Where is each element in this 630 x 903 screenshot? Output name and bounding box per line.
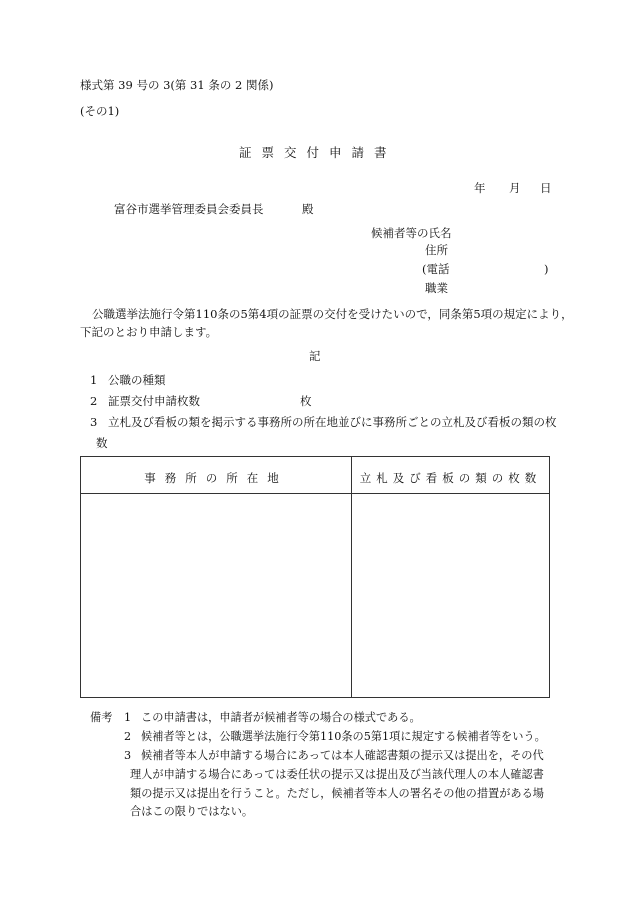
table-column-divider (351, 457, 352, 697)
item-text: 公職の種類 (108, 373, 166, 387)
remark-line: 理人が申請する場合にあっては委任状の提示又は提出及び当該代理人の本人確認書 (130, 768, 544, 781)
item-number: 2 (90, 394, 98, 408)
body-text-line-1: 公職選挙法施行令第110条の5第4項の証票の交付を受けたいので，同条第5項の規定により， (92, 307, 573, 321)
applicant-occupation-label: 職業 (425, 281, 448, 295)
item-text: 証票交付申請枚数 (108, 394, 200, 408)
addressee-name: 富谷市選挙管理委員会委員長 (114, 202, 264, 216)
table-header-office-location: 事務所の所在地 (144, 471, 288, 485)
date-month-label: 月 (509, 181, 521, 195)
item-number: 3 (90, 415, 98, 429)
office-table (80, 456, 550, 698)
item-number: 1 (90, 373, 98, 387)
applicant-address-label: 住所 (425, 243, 448, 257)
remark-number: 2 (124, 730, 132, 743)
form-part: (その1) (80, 104, 120, 118)
applicant-phone-close: ) (544, 262, 549, 276)
remark-number: 3 (124, 749, 132, 762)
remark-number: 1 (124, 711, 132, 724)
table-header-sign-count: 立札及び看板の類の枚数 (359, 471, 542, 485)
document-title: 証票交付申請書 (239, 145, 397, 160)
remarks-label: 備考 (90, 711, 113, 724)
table-header-row (81, 457, 549, 494)
item-unit: 枚 (300, 394, 312, 408)
date-year-label: 年 (474, 181, 486, 195)
remark-line: 候補者等本人が申請する場合にあっては本人確認書類の提示又は提出を，その代 (141, 749, 544, 762)
addressee-honorific: 殿 (302, 202, 314, 216)
item-text: 立札及び看板の類を掲示する事務所の所在地並びに事務所ごとの立札及び看板の類の枚 (108, 415, 557, 429)
date-day-label: 日 (540, 181, 552, 195)
applicant-name-label: 候補者等の氏名 (371, 226, 452, 240)
remark-line: 合はこの限りではない。 (130, 805, 254, 818)
applicant-phone-label: (電話 (422, 262, 450, 276)
body-text-line-2: 下記のとおり申請します。 (80, 325, 218, 339)
remark-line: 候補者等とは，公職選挙法施行令第110条の5第1項に規定する候補者等をいう。 (141, 730, 546, 743)
form-number: 様式第 39 号の 3(第 31 条の 2 関係) (80, 78, 274, 92)
remark-line: 類の提示又は提出を行うこと。ただし，候補者等本人の署名その他の措置がある場 (130, 787, 544, 800)
item-text-continued: 数 (96, 436, 108, 450)
remark-line: この申請書は，申請者が候補者等の場合の様式である。 (141, 711, 421, 724)
ki-label: 記 (309, 349, 321, 363)
